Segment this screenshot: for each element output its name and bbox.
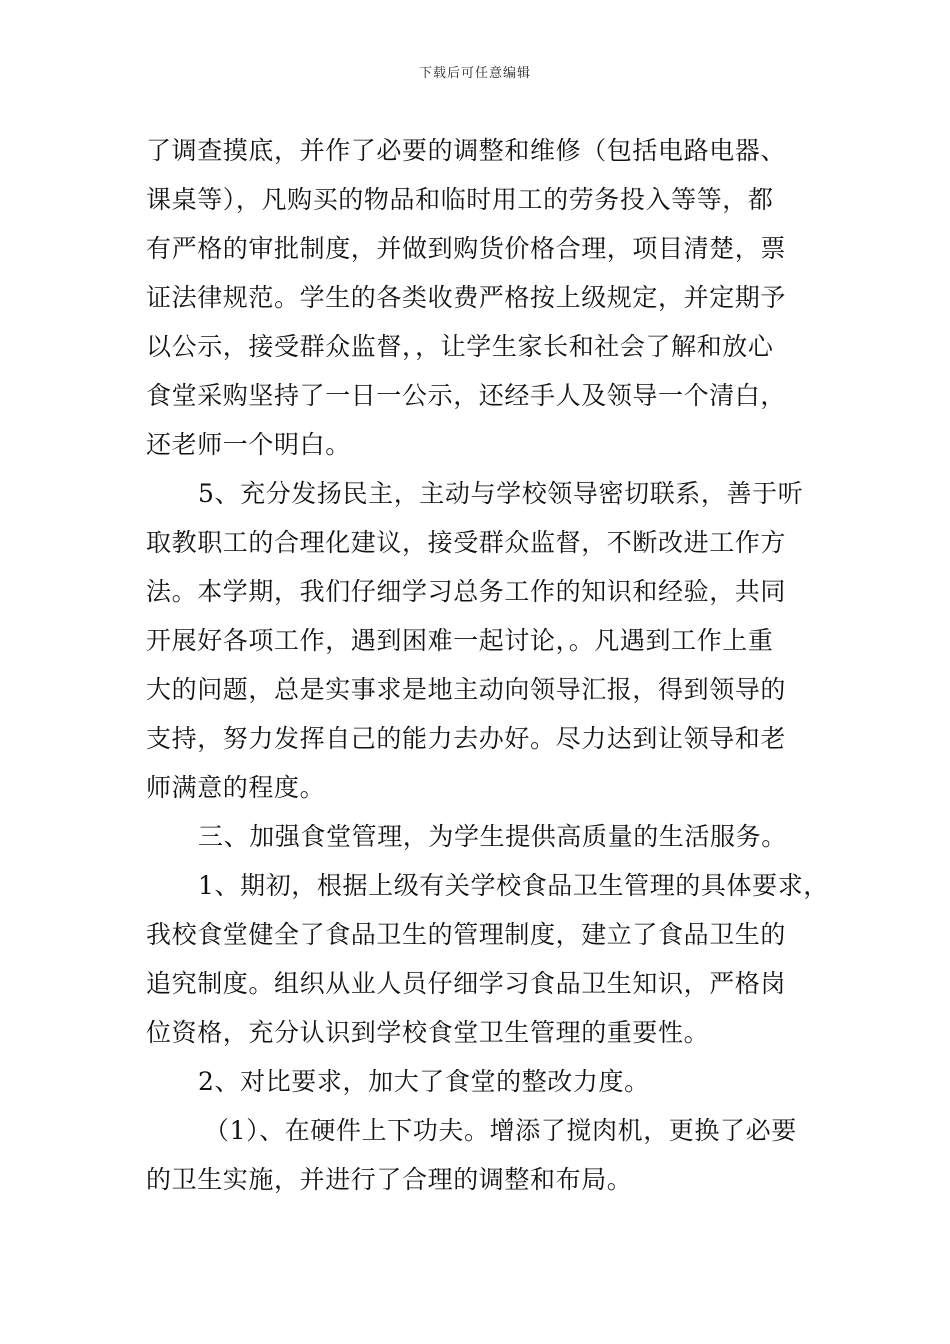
document-body xyxy=(146,126,829,1204)
text-line: 我校食堂健全了食品卫生的管理制度，建立了食品卫生的 xyxy=(146,920,787,949)
text-line: 有严格的审批制度，并做到购货价格合理，项目清楚，票 xyxy=(146,234,787,263)
text-line: 追究制度。组织从业人员仔细学习食品卫生知识，严格岗 xyxy=(146,969,787,998)
text-line: 课桌等），凡购买的物品和临时用工的劳务投入等等，都 xyxy=(146,185,774,214)
paragraph-start-line: 2、对比要求，加大了食堂的整改力度。 xyxy=(198,1067,650,1096)
paragraph-start-line: 1、期初，根据上级有关学校食品卫生管理的具体要求， xyxy=(198,871,829,900)
text-line: 取教职工的合理化建议，接受群众监督，不断改进工作方 xyxy=(146,528,787,557)
text-line: 了调查摸底，并作了必要的调整和维修（包括电路电器、 xyxy=(146,136,787,165)
text-line: 还老师一个明白。 xyxy=(146,430,351,459)
text-line: 的卫生实施，并进行了合理的调整和布局。 xyxy=(146,1165,633,1194)
paragraph-start-line: （1）、在硬件上下功夫。增添了搅肉机，更换了必要 xyxy=(204,1116,797,1145)
text-line: 师满意的程度。 xyxy=(146,773,326,802)
text-line: 大的问题，总是实事求是地主动向领导汇报，得到领导的 xyxy=(146,675,787,704)
text-line: 支持，努力发挥自己的能力去办好。尽力达到让领导和老 xyxy=(146,724,787,753)
text-line: 开展好各项工作，遇到困难一起讨论，。凡遇到工作上重 xyxy=(146,626,774,655)
paragraph-start-line: 5、充分发扬民主，主动与学校领导密切联系，善于听 xyxy=(198,479,804,508)
text-line: 食堂采购坚持了一日一公示，还经手人及领导一个清白， xyxy=(146,381,787,410)
text-line: 法。本学期，我们仔细学习总务工作的知识和经验，共同 xyxy=(146,577,787,606)
page-header: 下载后可任意编辑 xyxy=(418,66,531,81)
text-line: 位资格，充分认识到学校食堂卫生管理的重要性。 xyxy=(146,1018,710,1047)
section-heading: 三、加强食堂管理，为学生提供高质量的生活服务。 xyxy=(198,822,787,851)
text-line: 以公示，接受群众监督，，让学生家长和社会了解和放心 xyxy=(146,332,774,361)
text-line: 证法律规范。学生的各类收费严格按上级规定，并定期予 xyxy=(146,283,787,312)
